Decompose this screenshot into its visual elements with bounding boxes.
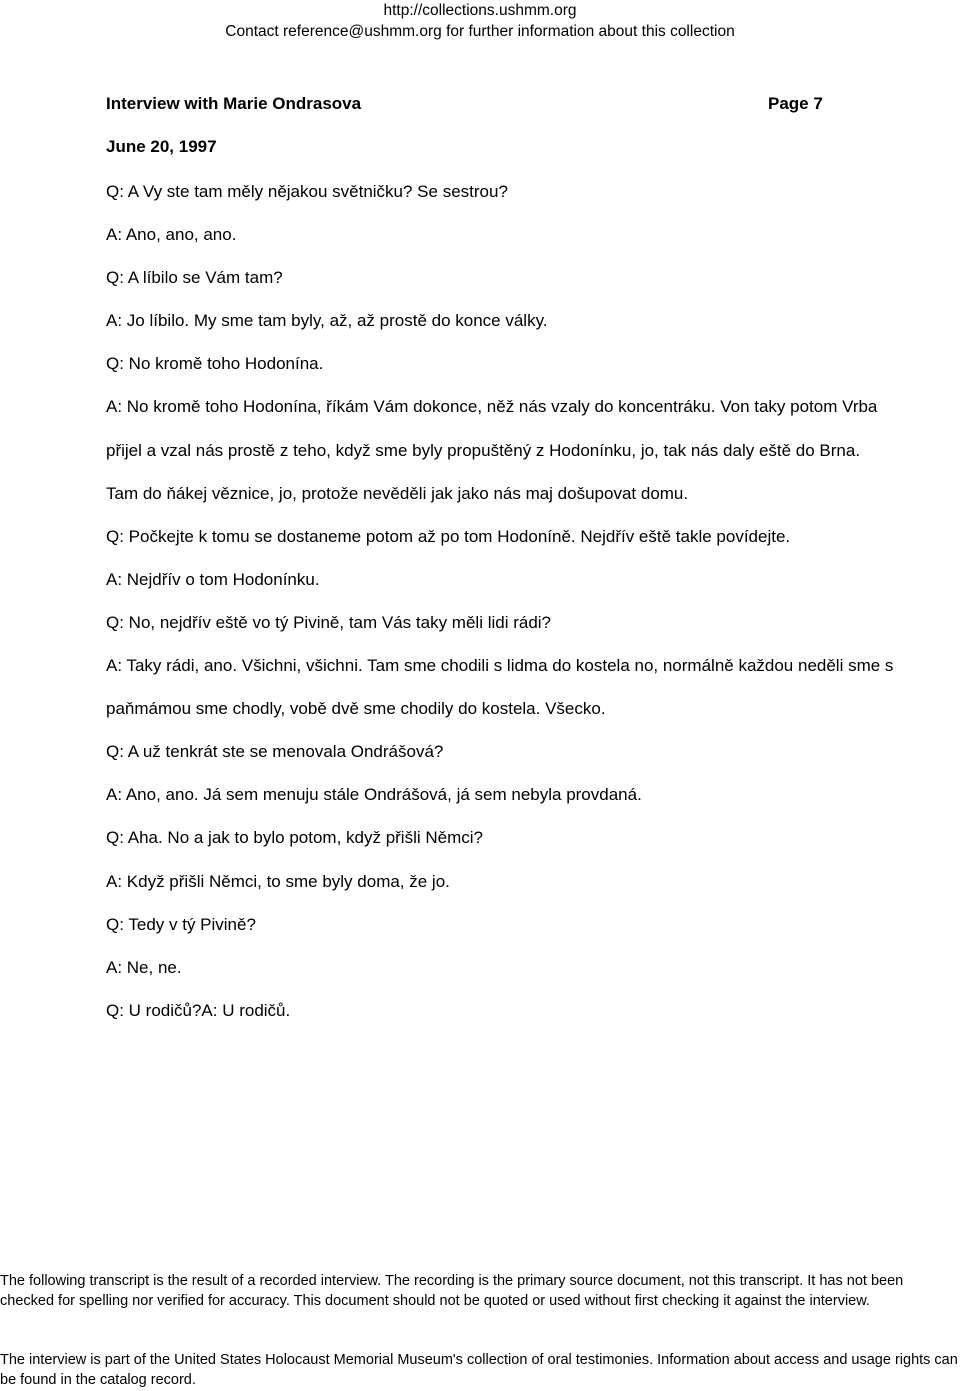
transcript-line: Q: No kromě toho Hodonína.	[106, 354, 324, 374]
document-title: Interview with Marie Ondrasova	[106, 94, 362, 113]
transcript-line: A: Ano, ano. Já sem menuju stále Ondrášová, já sem nebyla provdaná.	[106, 785, 642, 805]
footer-disclaimer: The following transcript is the result of a recorded interview. The recording is the primary source document, not this transcript. It has not been checked for spelling nor verified for accuracy. This document should not be quoted or used without first checking it against the interview.	[0, 1273, 904, 1309]
transcript-line: A: Ano, ano, ano.	[106, 225, 237, 245]
page-header	[0, 0, 960, 42]
transcript-line: A: Nejdřív o tom Hodonínku.	[106, 569, 320, 589]
transcript-line: Q: Počkejte k tomu se dostaneme potom až po tom Hodoníně. Nejdřív eště takle povídejte.	[106, 526, 791, 546]
transcript-line: A: Taky rádi, ano. Všichni, všichni. Tam sme chodili s lidma do kostela no, normálně každou neděli sme s paňmámou sme chodly, vobě dvě sme chodily do kostela. Všecko.	[106, 656, 894, 719]
page-number: Page 7	[768, 94, 823, 113]
transcript-line: A: Když přišli Němci, to sme byly doma, že jo.	[106, 871, 450, 891]
transcript-line: Q: No, nejdřív eště vo tý Pivině, tam Vás taky měli lidi rádi?	[106, 612, 552, 632]
transcript-line: A: No kromě toho Hodonína, říkám Vám dokonce, něž nás vzaly do koncentráku. Von taky potom Vrba přijel a vzal nás prostě z teho, když sme byly propuštěný z Hodonínku, jo, tak nás daly eště do Brna. Tam do ňákej věznice, jo, protože nevěděli jak jako nás maj došupovat domu.	[106, 397, 878, 503]
footer-collection-note: The interview is part of the United States Holocaust Memorial Museum's collection of oral testimonies. Information about access and usage rights can be found in the catalog record.	[0, 1352, 958, 1388]
transcript-body	[106, 170, 896, 1032]
collection-url: http://collections.ushmm.org	[383, 2, 577, 19]
transcript-line: Q: A líbilo se Vám tam?	[106, 268, 283, 288]
transcript-line: A: Ne, ne.	[106, 957, 182, 977]
transcript-line: Q: U rodičů?A: U rodičů.	[106, 1000, 291, 1020]
transcript-line: Q: Tedy v tý Pivině?	[106, 914, 256, 934]
transcript-line: Q: A Vy ste tam měly nějakou světničku? Se sestrou?	[106, 182, 508, 201]
transcript-line: Q: A už tenkrát ste se menovala Ondrášová?	[106, 742, 444, 762]
interview-date: June 20, 1997	[106, 137, 217, 156]
transcript-line: Q: Aha. No a jak to bylo potom, když přišli Němci?	[106, 828, 483, 848]
transcript-line: A: Jo líbilo. My sme tam byly, až, až prostě do konce války.	[106, 311, 548, 331]
contact-line: Contact reference@ushmm.org for further information about this collection	[225, 23, 735, 40]
